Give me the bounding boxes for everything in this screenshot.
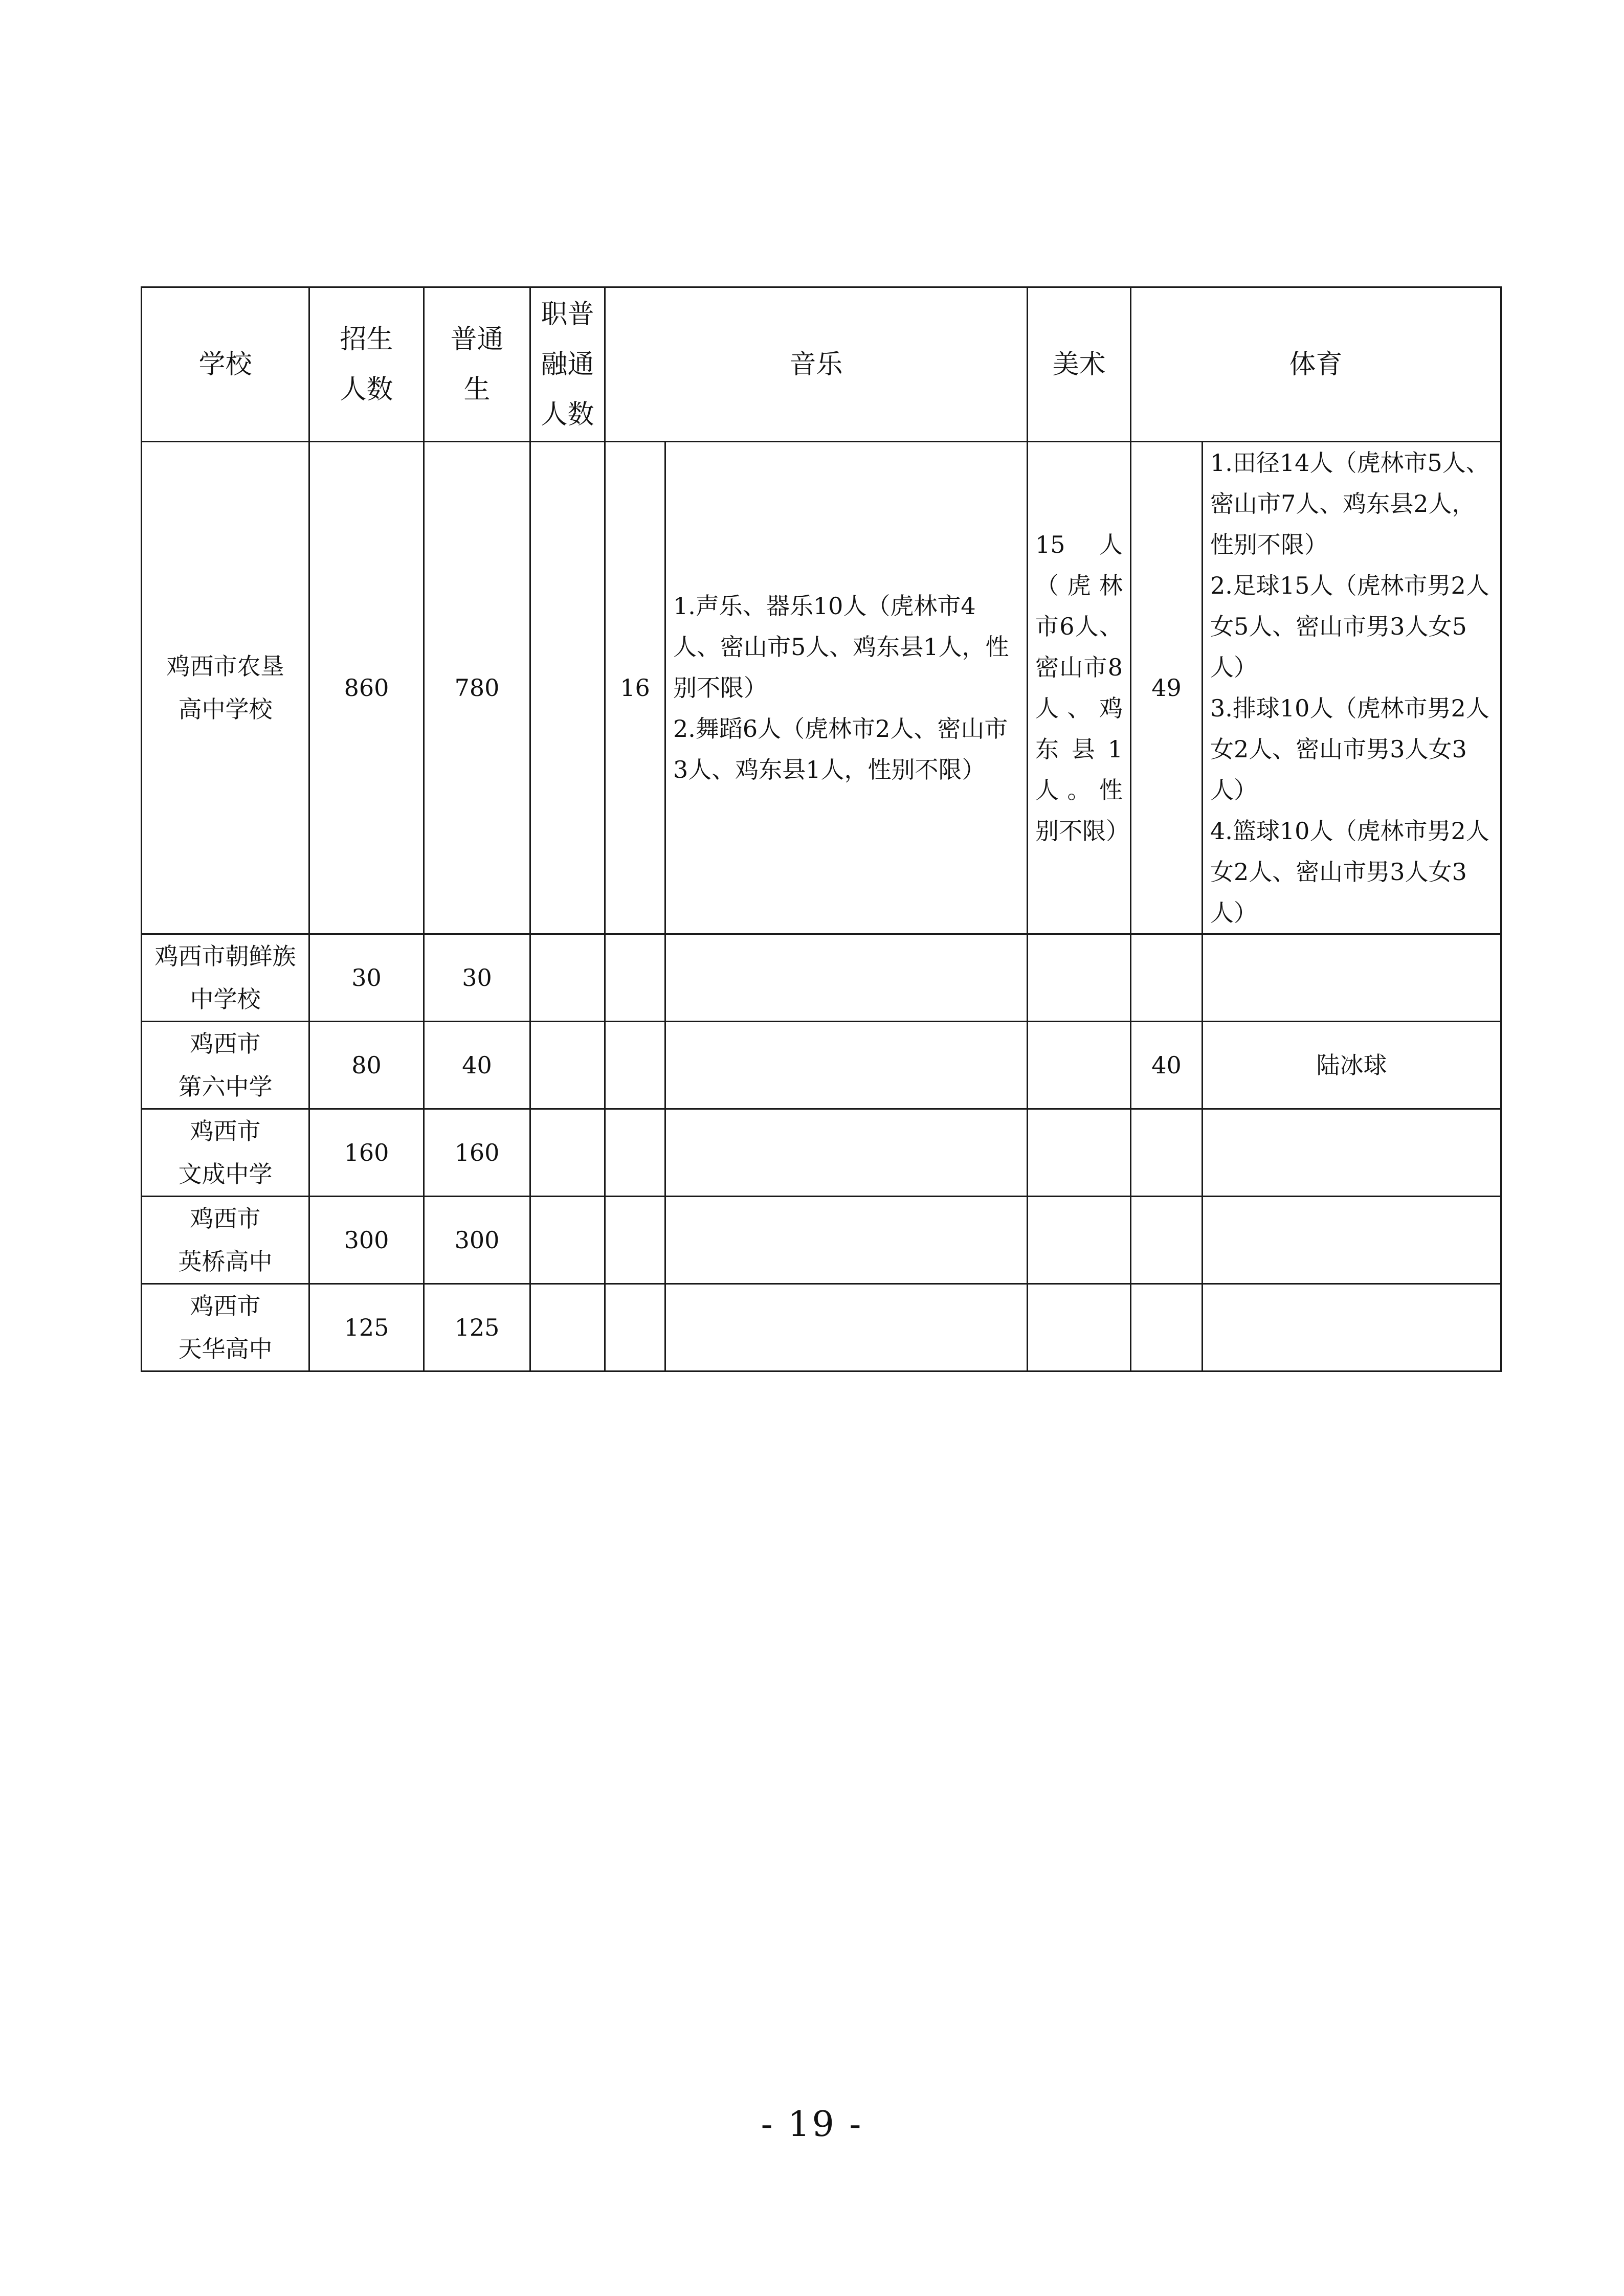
enroll-cell: 30 xyxy=(309,934,424,1022)
page-number: - 19 - xyxy=(761,2104,863,2145)
pe-detail-cell xyxy=(1203,1197,1501,1284)
header-art: 美术 xyxy=(1028,287,1131,442)
music-detail-cell xyxy=(665,1109,1028,1197)
enroll-cell: 300 xyxy=(309,1197,424,1284)
table-row xyxy=(142,1022,1501,1109)
pe-count-cell xyxy=(1131,1284,1203,1371)
vocational-cell xyxy=(530,1197,605,1284)
table-row xyxy=(142,442,1501,934)
vocational-cell xyxy=(530,1109,605,1197)
general-cell: 30 xyxy=(424,934,530,1022)
enroll-cell: 80 xyxy=(309,1022,424,1109)
music-count-cell xyxy=(605,934,665,1022)
header-enroll: 招生 人数 xyxy=(309,287,424,442)
music-detail-cell xyxy=(665,1022,1028,1109)
header-music: 音乐 xyxy=(605,287,1028,442)
art-cell xyxy=(1028,1197,1131,1284)
pe-count-cell xyxy=(1131,1109,1203,1197)
header-school: 学校 xyxy=(142,287,309,442)
header-general: 普通 生 xyxy=(424,287,530,442)
pe-detail-cell: 1.田径14人（虎林市5人、密山市7人、鸡东县2人，性别不限） 2.足球15人（虎林市男2人女5人、密山市男3人女5人） 3.排球10人（虎林市男2人女2人、密山市男3人女3人） 4.篮球10人（虎林市男2人女2人、密山市男3人女3人） xyxy=(1203,442,1501,934)
school-cell: 鸡西市 天华高中 xyxy=(142,1284,309,1371)
general-cell: 300 xyxy=(424,1197,530,1284)
school-cell: 鸡西市农垦 高中学校 xyxy=(142,442,309,934)
vocational-cell xyxy=(530,1022,605,1109)
music-detail-cell: 1.声乐、器乐10人（虎林市4人、密山市5人、鸡东县1人，性别不限） 2.舞蹈6人（虎林市2人、密山市3人、鸡东县1人，性别不限） xyxy=(665,442,1028,934)
pe-count-cell xyxy=(1131,1197,1203,1284)
table-row xyxy=(142,934,1501,1022)
pe-count-cell: 49 xyxy=(1131,442,1203,934)
pe-count-cell: 40 xyxy=(1131,1022,1203,1109)
school-cell: 鸡西市朝鲜族 中学校 xyxy=(142,934,309,1022)
enroll-cell: 125 xyxy=(309,1284,424,1371)
school-cell: 鸡西市 第六中学 xyxy=(142,1022,309,1109)
art-cell xyxy=(1028,1022,1131,1109)
art-cell: 15 人（虎林市6人、密山市8人、鸡东县1人。性别不限） xyxy=(1028,442,1131,934)
table-row xyxy=(142,1284,1501,1371)
general-cell: 780 xyxy=(424,442,530,934)
pe-detail-cell: 陆冰球 xyxy=(1203,1022,1501,1109)
vocational-cell xyxy=(530,442,605,934)
music-count-cell xyxy=(605,1284,665,1371)
enrollment-quota-table xyxy=(141,286,1502,1372)
header-pe: 体育 xyxy=(1131,287,1501,442)
header-vocational: 职普 融通 人数 xyxy=(530,287,605,442)
general-cell: 40 xyxy=(424,1022,530,1109)
music-count-cell xyxy=(605,1197,665,1284)
music-detail-cell xyxy=(665,1284,1028,1371)
pe-count-cell xyxy=(1131,934,1203,1022)
general-cell: 125 xyxy=(424,1284,530,1371)
pe-detail-cell xyxy=(1203,1284,1501,1371)
art-cell xyxy=(1028,1284,1131,1371)
music-count-cell: 16 xyxy=(605,442,665,934)
pe-detail-cell xyxy=(1203,1109,1501,1197)
art-cell xyxy=(1028,1109,1131,1197)
header-row xyxy=(142,287,1501,442)
table-row xyxy=(142,1109,1501,1197)
art-cell xyxy=(1028,934,1131,1022)
school-cell: 鸡西市 文成中学 xyxy=(142,1109,309,1197)
pe-detail-cell xyxy=(1203,934,1501,1022)
vocational-cell xyxy=(530,1284,605,1371)
enroll-cell: 860 xyxy=(309,442,424,934)
school-cell: 鸡西市 英桥高中 xyxy=(142,1197,309,1284)
enroll-cell: 160 xyxy=(309,1109,424,1197)
music-count-cell xyxy=(605,1022,665,1109)
music-count-cell xyxy=(605,1109,665,1197)
general-cell: 160 xyxy=(424,1109,530,1197)
table-row xyxy=(142,1197,1501,1284)
music-detail-cell xyxy=(665,1197,1028,1284)
vocational-cell xyxy=(530,934,605,1022)
music-detail-cell xyxy=(665,934,1028,1022)
